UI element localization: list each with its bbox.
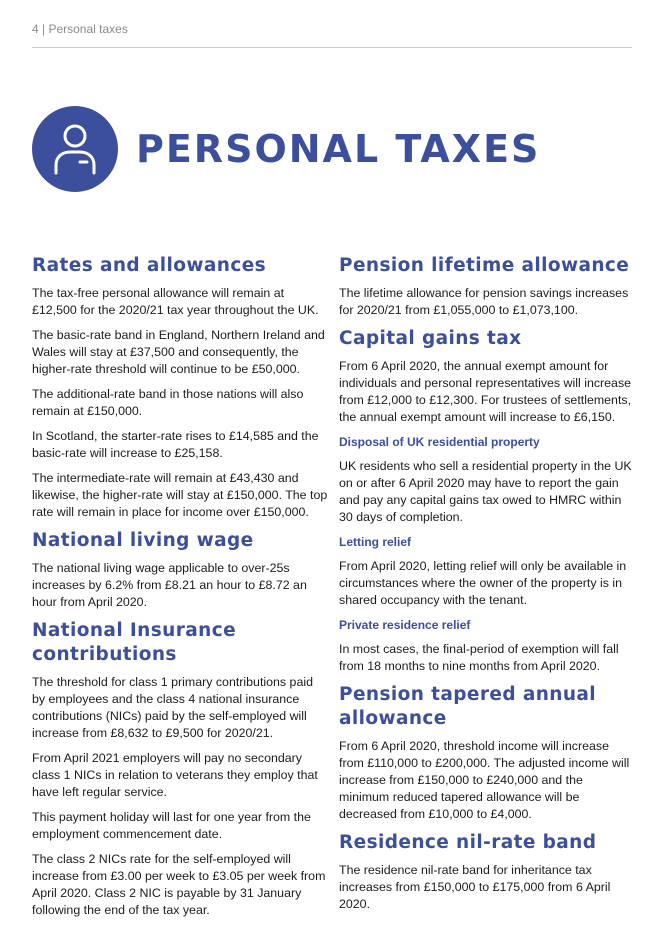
paragraph: In Scotland, the starter-rate rises to £14,585 and the basic-rate will increase to £25,158. [32,429,319,460]
paragraph: From 6 April 2020, threshold income will increase from £110,000 to £200,000. The adjusted income will increase from £150,000 to £240,000 and the minimum reduced tapered allowance will be decreased from £10,000 to £4,000. [339,739,630,821]
section-pension-lifetime [339,254,635,319]
paragraph: From April 2021 employers will pay no secondary class 1 NICs in relation to veterans they employ that have left regular service. [32,751,318,799]
header-divider [32,47,632,48]
paragraph: From 6 April 2020, the annual exempt amount for individuals and personal representatives will increase from £12,000 to £12,300. For trustees of settlements, the annual exempt amount will increase to £6,150. [339,359,632,424]
subheading: Letting relief [339,535,412,549]
section-pension-tapered [339,683,635,823]
subheading: Private residence relief [339,618,471,632]
section-heading: National living wage [32,530,254,551]
section-heading: Pension tapered annual allowance [339,684,597,729]
paragraph: The residence nil-rate band for inheritance tax increases from £150,000 to £175,000 from 6 April 2020. [339,863,611,911]
section-heading: Rates and allowances [32,255,267,276]
paragraph: The lifetime allowance for pension savings increases for 2020/21 from £1,055,000 to £1,073,100. [339,286,629,317]
paragraph: The additional-rate band in those nations will also remain at £150,000. [32,387,304,418]
paragraph: In most cases, the final-period of exemption will fall from 18 months to nine months from April 2020. [339,642,619,673]
paragraph: This payment holiday will last for one year from the employment commencement date. [32,810,311,841]
section-heading: Pension lifetime allowance [339,255,630,276]
paragraph: The class 2 NICs rate for the self-employed will increase from £3.00 per week to £3.05 per week from April 2020. Class 2 NIC is payable by 31 January following the end of the tax year. [32,852,326,917]
section-heading: Capital gains tax [339,328,522,349]
section-capital-gains [339,327,635,675]
paragraph: The threshold for class 1 primary contributions paid by employees and the class 4 national insurance contributions (NICs) paid by the self-employed will increase from £8,632 to £9,500 for 2020/21. [32,675,313,740]
paragraph: The tax-free personal allowance will remain at £12,500 for the 2020/21 tax year throughout the UK. [32,286,319,317]
right-column [339,254,635,921]
paragraph: UK residents who sell a residential property in the UK on or after 6 April 2020 may have to report the gain and pay any capital gains tax owed to HMRC within 30 days of completion. [339,459,632,524]
section-residence-nil-rate [339,831,635,913]
section-heading: National Insurance contributions [32,620,237,665]
left-column [32,254,328,927]
page-title: PERSONAL TAXES [136,127,541,171]
section-heading: Residence nil-rate band [339,832,597,853]
paragraph: The national living wage applicable to over-25s increases by 6.2% from £8.21 an hour to £8.72 an hour from April 2020. [32,561,307,609]
section-hero [32,106,540,192]
paragraph: The intermediate-rate will remain at £43,430 and likewise, the higher-rate will stay at £150,000. The top rate will remain in place for income over £150,000. [32,471,328,519]
section-national-insurance [32,619,328,919]
running-header: 4 | Personal taxes [32,22,128,36]
section-rates-allowances [32,254,328,521]
paragraph: The basic-rate band in England, Northern Ireland and Wales will stay at £37,500 and consequently, the higher-rate threshold will continue to be £50,000. [32,328,325,376]
subheading: Disposal of UK residential property [339,435,540,449]
person-icon [32,106,118,192]
section-living-wage [32,529,328,611]
paragraph: From April 2020, letting relief will only be available in circumstances where the owner of the property is in shared occupancy with the tenant. [339,559,627,607]
